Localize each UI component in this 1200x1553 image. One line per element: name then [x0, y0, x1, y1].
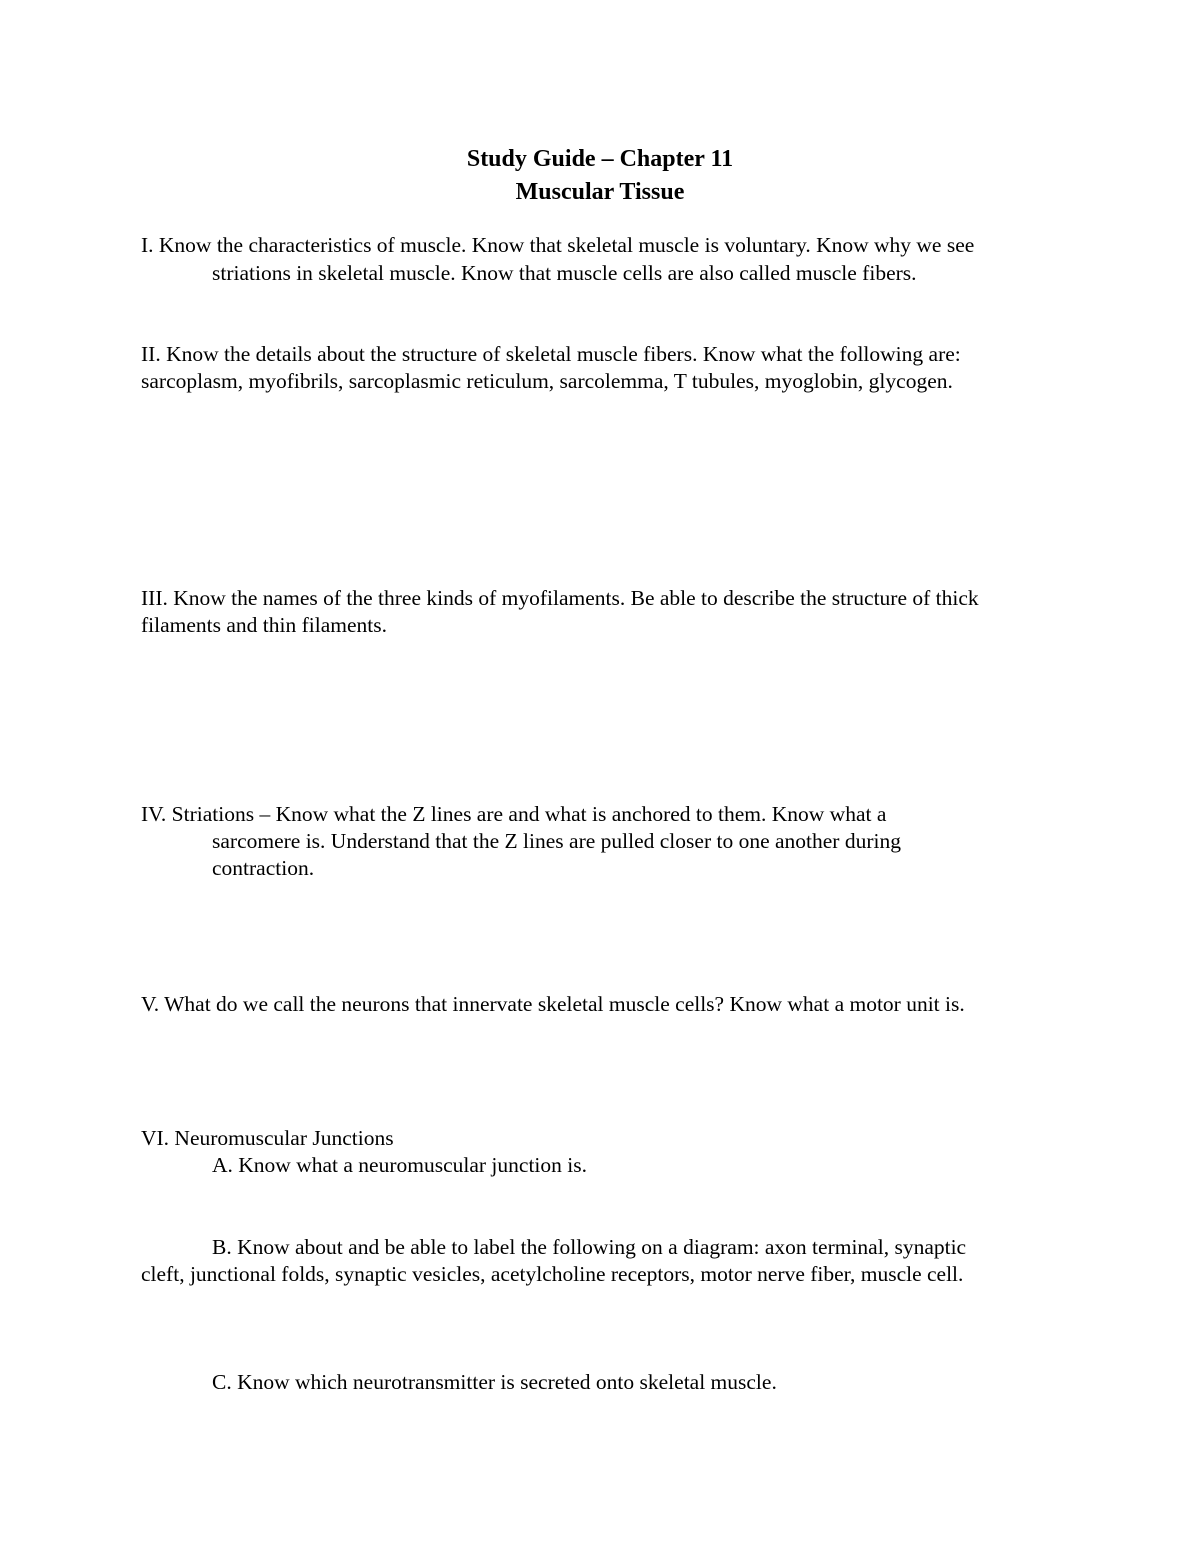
section-3-line-2: filaments and thin filaments. — [141, 613, 388, 637]
document-title: Study Guide – Chapter 11 — [466, 146, 734, 172]
section-5-line-1: V. What do we call the neurons that innervate skeletal muscle cells? Know what a motor unit is. — [141, 992, 965, 1016]
section-6-item-b-line-2: cleft, junctional folds, synaptic vesicles, acetylcholine receptors, motor nerve fiber, muscle cell. — [141, 1262, 964, 1286]
section-6-heading: VI. Neuromuscular Junctions — [141, 1126, 394, 1150]
document-subtitle: Muscular Tissue — [515, 179, 685, 205]
section-2-line-2: sarcoplasm, myofibrils, sarcoplasmic reticulum, sarcolemma, T tubules, myoglobin, glycogen. — [141, 369, 953, 393]
section-1-line-1: I. Know the characteristics of muscle. Know that skeletal muscle is voluntary. Know why we see — [141, 233, 975, 257]
section-4-line-3: contraction. — [212, 856, 315, 880]
section-6-item-b-line-1: B. Know about and be able to label the following on a diagram: axon terminal, synaptic — [212, 1235, 967, 1259]
section-2-line-1: II. Know the details about the structure of skeletal muscle fibers. Know what the following are: — [141, 342, 961, 366]
section-3-line-1: III. Know the names of the three kinds of myofilaments. Be able to describe the structure of thick — [141, 586, 979, 610]
section-4-line-1: IV. Striations – Know what the Z lines are and what is anchored to them. Know what a — [141, 802, 887, 826]
section-1-line-2: striations in skeletal muscle. Know that muscle cells are also called muscle fibers. — [212, 261, 917, 285]
section-4-line-2: sarcomere is. Understand that the Z lines are pulled closer to one another during — [212, 829, 901, 853]
section-6-item-a: A. Know what a neuromuscular junction is. — [212, 1153, 587, 1177]
section-6-item-c: C. Know which neurotransmitter is secreted onto skeletal muscle. — [212, 1370, 777, 1394]
